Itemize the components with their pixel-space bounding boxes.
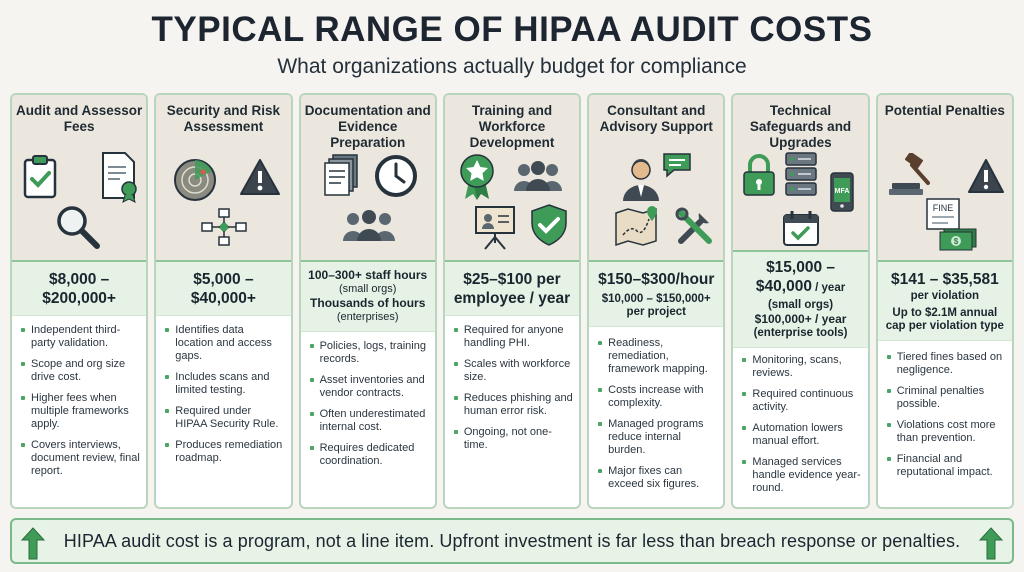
card-header [12,95,146,262]
card-header [733,95,867,252]
bullet-list [589,327,723,503]
chat-bubble-icon [661,151,693,179]
card-title: Potential Penalties [884,103,1005,118]
list-item: Scope and org size drive cost. [21,358,140,384]
summary-banner [10,518,1014,564]
card-title: Audit and Assessor Fees [16,103,143,134]
card-title: Technical Safeguards and Upgrades [749,103,852,150]
bullet-list [301,332,435,480]
price-note: (enterprises) [336,311,399,323]
card-header [589,95,723,262]
list-item: Requires dedicated coordination. [310,442,429,468]
card-title: Consultant and Advisory Support [599,103,713,134]
price-value: $40,000 [755,278,812,295]
growth-arrow-icon [20,526,46,560]
card-title: Documentation and Evidence Preparation [304,103,431,150]
award-badge-icon [457,151,497,201]
growth-arrow-icon [978,526,1004,560]
banner-text: HIPAA audit cost is a program, not a line item. Upfront investment is far less than breach response or penalties. [63,530,961,551]
price-range [445,262,579,316]
page-title: TYPICAL RANGE OF HIPAA AUDIT COSTS [151,10,873,49]
price-note: (small orgs) [338,283,397,295]
consultant-icon [619,157,663,201]
price-value: $100,000+ [754,312,812,326]
list-item: Scales with workforce size. [454,358,573,384]
clipboard-check-icon [22,155,58,199]
svg-text:$: $ [953,237,958,246]
price-range [733,252,867,348]
price-main: $15,000 – [766,259,836,276]
fine-label: FINE [932,203,953,213]
price-note: (enterprise tools) [753,327,848,339]
price-main: $25–$100 per employee / year [453,271,571,307]
presentation-icon [473,203,517,251]
card-header [445,95,579,262]
price-range [589,262,723,327]
list-item: Reduces phishing and human error risk. [454,392,573,418]
fine-document-icon [924,197,962,231]
list-item: Independent third-party validation. [21,324,140,350]
price-main: $5,000 – $40,000+ [190,271,256,307]
price-note: per violation [910,290,980,302]
list-item: Includes scans and limited testing. [165,371,284,397]
bullet-list [878,341,1012,491]
price-main [737,313,863,326]
cash-icon [938,227,978,251]
card-technical-safeguards [731,93,869,509]
clock-icon [373,153,419,199]
mfa-label: MFA [835,188,850,195]
list-item: Financial and reputational impact. [887,453,1006,479]
price-range [878,262,1012,341]
list-item: Identifies data location and access gaps. [165,324,284,363]
card-penalties [876,93,1014,509]
list-item: Managed services handle evidence year-round. [742,456,861,495]
bullet-list [733,348,867,507]
card-title: Security and Risk Assessment [166,103,281,134]
list-item: Costs increase with complexity. [598,384,717,410]
card-training [443,93,581,509]
price-main: $8,000 – $200,000+ [42,271,116,307]
card-title: Training and Workforce Development [469,103,555,150]
document-certificate-icon [100,151,140,203]
cost-cards [10,93,1014,509]
radar-icon [172,157,218,203]
warning-icon [238,157,282,197]
map-icon [613,205,659,247]
price-note: (small orgs) [767,299,834,311]
list-item: Covers interviews, document review, final report. [21,439,140,478]
list-item: Managed programs reduce internal burden. [598,418,717,457]
bullet-list [445,316,579,464]
card-header [301,95,435,262]
list-item: Automation lowers manual effort. [742,422,861,448]
list-item: Violations cost more than prevention. [887,419,1006,445]
list-item: Required under HIPAA Security Rule. [165,405,284,431]
magnifier-icon [54,203,102,251]
list-item: Higher fees when multiple frameworks apply. [21,392,140,431]
card-documentation [299,93,437,509]
list-item: Produces remediation roadmap. [165,439,284,465]
price-unit: / year [811,282,846,294]
network-flow-icon [200,207,248,247]
list-item: Policies, logs, training records. [310,340,429,366]
page-subtitle: What organizations actually budget for compliance [277,55,747,78]
tools-icon [675,207,715,247]
list-item: Criminal penalties possible. [887,385,1006,411]
price-range [156,262,290,316]
list-item: Required continuous activity. [742,388,861,414]
phone-mfa-icon [829,171,855,213]
card-audit-fees [10,93,148,509]
price-note: Up to $2.1M annual cap per violation type [885,307,1004,332]
team-icon [341,209,397,243]
price-main: Thousands of hours [310,296,426,310]
card-risk-assessment [154,93,292,509]
group-icon [513,159,563,193]
price-main [737,277,863,298]
documents-icon [321,153,361,199]
gavel-icon [888,153,938,197]
bullet-list [156,316,290,477]
list-item: Ongoing, not one-time. [454,426,573,452]
warning-icon [966,157,1006,195]
calendar-check-icon [781,209,821,247]
card-header [156,95,290,262]
card-consultant [587,93,725,509]
list-item: Major fixes can exceed six figures. [598,465,717,491]
price-note: $10,000 – $150,000+ per project [601,293,711,318]
lock-icon [741,153,777,197]
list-item: Asset inventories and vendor contracts. [310,374,429,400]
list-item: Often underestimated internal cost. [310,408,429,434]
bullet-list [12,316,146,490]
shield-check-icon [529,203,569,247]
price-main: $150–$300/hour [598,271,715,288]
server-icon [783,151,819,199]
list-item: Tiered fines based on negligence. [887,351,1006,377]
price-unit: / year [811,312,847,326]
price-main: 100–300+ staff hours [308,268,428,282]
list-item: Monitoring, scans, reviews. [742,354,861,380]
price-range [301,262,435,332]
list-item: Readiness, remediation, framework mapping. [598,337,717,376]
price-range [12,262,146,316]
price-main: $141 – $35,581 [890,271,999,288]
card-header [878,95,1012,262]
list-item: Required for anyone handling PHI. [454,324,573,350]
